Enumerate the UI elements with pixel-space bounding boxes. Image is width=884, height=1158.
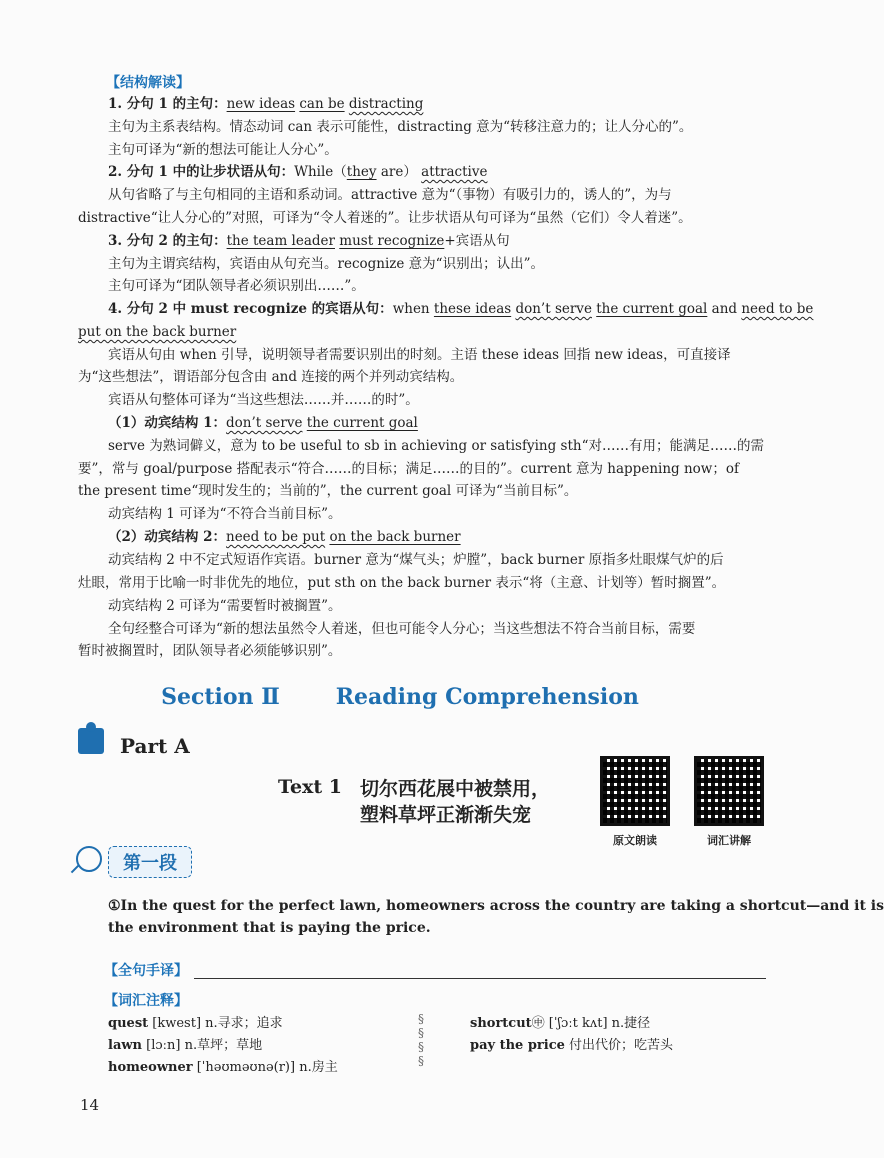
vocab-item [108, 1058, 338, 1078]
vocab-item [470, 1014, 650, 1034]
vocab-item [108, 1014, 283, 1034]
p3-subject: the team leader [226, 233, 335, 249]
vocab-definition: 付出代价；吃苦头 [564, 1038, 674, 1053]
p4-verb: don’t serve [515, 301, 592, 317]
structure-text: serve 为熟词僻义，意为 to be useful to sb in achieving or satisfying sth“对……有用；能满足……的需 [108, 438, 764, 454]
structure-text: 暂时被搁置时，团队领导者必须能够识别”。 [78, 643, 342, 659]
vo-structure-1 [108, 413, 418, 433]
p1-subject: new ideas [226, 96, 296, 112]
vocab-word: shortcut [470, 1016, 532, 1031]
structure-text: 要”，常与 goal/purpose 搭配表示“符合……的目标；满足……的目的”。current 意为 happening now；of [78, 461, 739, 477]
vo2-title: （2）动宾结构 2： [108, 529, 226, 545]
p2-are: are） [380, 164, 417, 180]
translate-heading: 【全句手译】 [104, 963, 188, 979]
p2-while: While（ [294, 164, 347, 180]
p3-rest: +宾语从句 [444, 233, 510, 249]
structure-text: 宾语从句整体可译为“当这些想法……并……的时”。 [108, 392, 419, 408]
sentence-line1: ①In the quest for the perfect lawn, homeowners across the country are taking a shortcut—and it is [108, 898, 884, 914]
vocab-definition: [ˈhəʊməʊnə(r)] n.房主 [192, 1060, 338, 1075]
vocab-word: quest [108, 1016, 149, 1031]
qr-code-audio[interactable] [600, 756, 670, 826]
sentence-line2: the environment that is paying the price. [108, 920, 431, 936]
text-title-line1: 切尔西花展中被禁用， [360, 778, 551, 800]
structure-text: 为“这些想法”，谓语部分包含由 and 连接的两个并列动宾结构。 [78, 369, 464, 385]
structure-heading: 【结构解读】 [106, 75, 190, 91]
vocab-definition: ㊥ [ˈʃɔːt kʌt] n.捷径 [531, 1016, 651, 1031]
text-label: Text 1 [278, 776, 342, 798]
structure-text: 动宾结构 1 可译为“不符合当前目标”。 [108, 506, 342, 522]
section-title [0, 684, 800, 710]
vo1-verb: don’t serve [226, 415, 303, 431]
vo1-title: （1）动宾结构 1： [108, 415, 226, 431]
section-name: Reading Comprehension [335, 684, 639, 710]
puzzle-icon [78, 728, 104, 754]
p4-and: and [711, 301, 738, 317]
p1-predicate: distracting [348, 96, 424, 112]
magnifier-icon [76, 846, 102, 872]
p4-object: the current goal [596, 301, 708, 317]
structure-text: 宾语从句由 when 引导，说明领导者需要识别出的时刻。主语 these ideas 回指 new ideas，可直接译 [108, 347, 731, 363]
point-2-title: 2. 分句 1 中的让步状语从句： [108, 164, 295, 180]
p3-verb: must recognize [339, 233, 445, 249]
p4-subject: these ideas [433, 301, 512, 317]
structure-text: 动宾结构 2 中不定式短语作宾语。burner 意为“煤气头；炉膛”，back burner 原指多灶眼煤气炉的后 [108, 552, 724, 568]
p2-attractive: attractive [421, 164, 488, 180]
vocab-item [108, 1036, 262, 1056]
column-divider: § § § § [418, 1012, 424, 1068]
structure-text: 主句可译为“新的想法可能让人分心”。 [108, 142, 338, 158]
p4-continuation: put on the back burner [78, 324, 237, 340]
vocab-word: lawn [108, 1038, 143, 1053]
vo2-object: on the back burner [329, 529, 461, 545]
structure-point-1 [108, 94, 423, 114]
structure-text: the present time“现时发生的；当前的”，the current goal 可译为“当前目标”。 [78, 483, 578, 499]
structure-text: 主句为主系表结构。情态动词 can 表示可能性，distracting 意为“转移注意力的；让人分心的”。 [108, 119, 693, 135]
p4-need: need to be [741, 301, 814, 317]
qr-label-audio: 原文朗读 [613, 834, 657, 847]
vocab-definition: [kwest] n.寻求；追求 [148, 1016, 283, 1031]
vocab-heading: 【词汇注释】 [104, 993, 188, 1009]
vo-structure-2 [108, 527, 461, 547]
vocab-word: pay the price [470, 1038, 565, 1053]
structure-point-4 [108, 299, 813, 319]
p4-when: when [392, 301, 430, 317]
structure-text: 全句经整合可译为“新的想法虽然令人着迷，但也可能令人分心；当这些想法不符合当前目标，需要 [108, 621, 696, 637]
section-number: Section Ⅱ [161, 684, 280, 710]
vocab-word: homeowner [108, 1060, 193, 1075]
point-3-title: 3. 分句 2 的主句： [108, 233, 227, 249]
structure-text: 主句为主谓宾结构，宾语由从句充当。recognize 意为“识别出；认出”。 [108, 256, 544, 272]
page-number: 14 [80, 1096, 100, 1114]
point-4-title: 4. 分句 2 中 must recognize 的宾语从句： [108, 301, 393, 317]
structure-text: 灶眼，常用于比喻一时非优先的地位，put sth on the back burner 表示“将（主意、计划等）暂时搁置”。 [78, 575, 726, 591]
structure-point-3 [108, 231, 510, 251]
structure-text: 动宾结构 2 可译为“需要暂时被搁置”。 [108, 598, 342, 614]
structure-text: 主句可译为“团队领导者必须识别出……”。 [108, 278, 365, 294]
paragraph-title: 第一段 [108, 846, 192, 878]
vo1-object: the current goal [306, 415, 418, 431]
point-1-title: 1. 分句 1 的主句： [108, 96, 227, 112]
part-label: Part A [120, 734, 190, 758]
translation-input-line[interactable] [194, 978, 766, 979]
qr-label-vocab: 词汇讲解 [707, 834, 751, 847]
text-title-line2: 塑料草坪正渐渐失宠 [360, 804, 532, 826]
vocab-definition: [lɔːn] n.草坪；草地 [142, 1038, 263, 1053]
structure-text [78, 322, 236, 342]
structure-text: 从句省略了与主句相同的主语和系动词。attractive 意为“（事物）有吸引力的，诱人的”，为与 [108, 187, 672, 203]
structure-point-2 [108, 162, 487, 182]
vo2-verb: need to be put [226, 529, 326, 545]
p1-verb: can be [299, 96, 345, 112]
p2-they: they [346, 164, 377, 180]
vocab-item [470, 1036, 673, 1056]
structure-text: distractive“让人分心的”对照，可译为“令人着迷的”。让步状语从句可译为“虽然（它们）令人着迷”。 [78, 210, 692, 226]
qr-code-vocab[interactable] [694, 756, 764, 826]
